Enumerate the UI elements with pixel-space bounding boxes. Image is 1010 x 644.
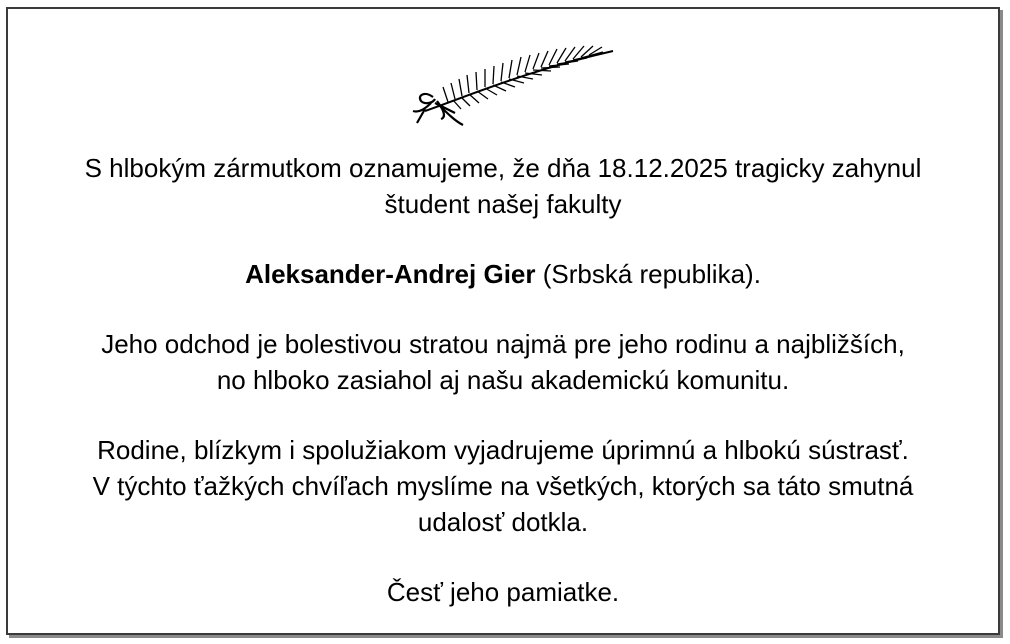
closing-line: Česť jeho pamiatke.: [386, 577, 620, 607]
condolence-line-2: V týchto ťažkých chvíľach myslíme na všetkých, ktorých sa táto smutná: [92, 471, 914, 501]
deceased-origin: (Srbská republika).: [535, 259, 761, 289]
palm-branch-icon: [403, 39, 618, 129]
deceased-line: [8, 256, 998, 292]
intro-line-1: S hlbokým zármutkom oznamujeme, že dňa 18.12.2025 tragicky zahynul: [84, 153, 922, 183]
deceased-name: Aleksander-Andrej Gier: [245, 259, 536, 289]
condolence-line-3: udalosť dotkla.: [417, 507, 589, 537]
intro-line-2: študent našej fakulty: [384, 189, 622, 219]
notice-card: [6, 7, 1000, 635]
loss-line-2: no hlboko zasiahol aj našu akademickú komunitu.: [216, 365, 790, 395]
loss-line-1: Jeho odchod je bolestivou stratou najmä pre jeho rodinu a najbližších,: [101, 329, 905, 359]
condolence-line-1: Rodine, blízkym i spolužiakom vyjadrujeme úprimnú a hlbokú sústrasť.: [97, 435, 909, 465]
